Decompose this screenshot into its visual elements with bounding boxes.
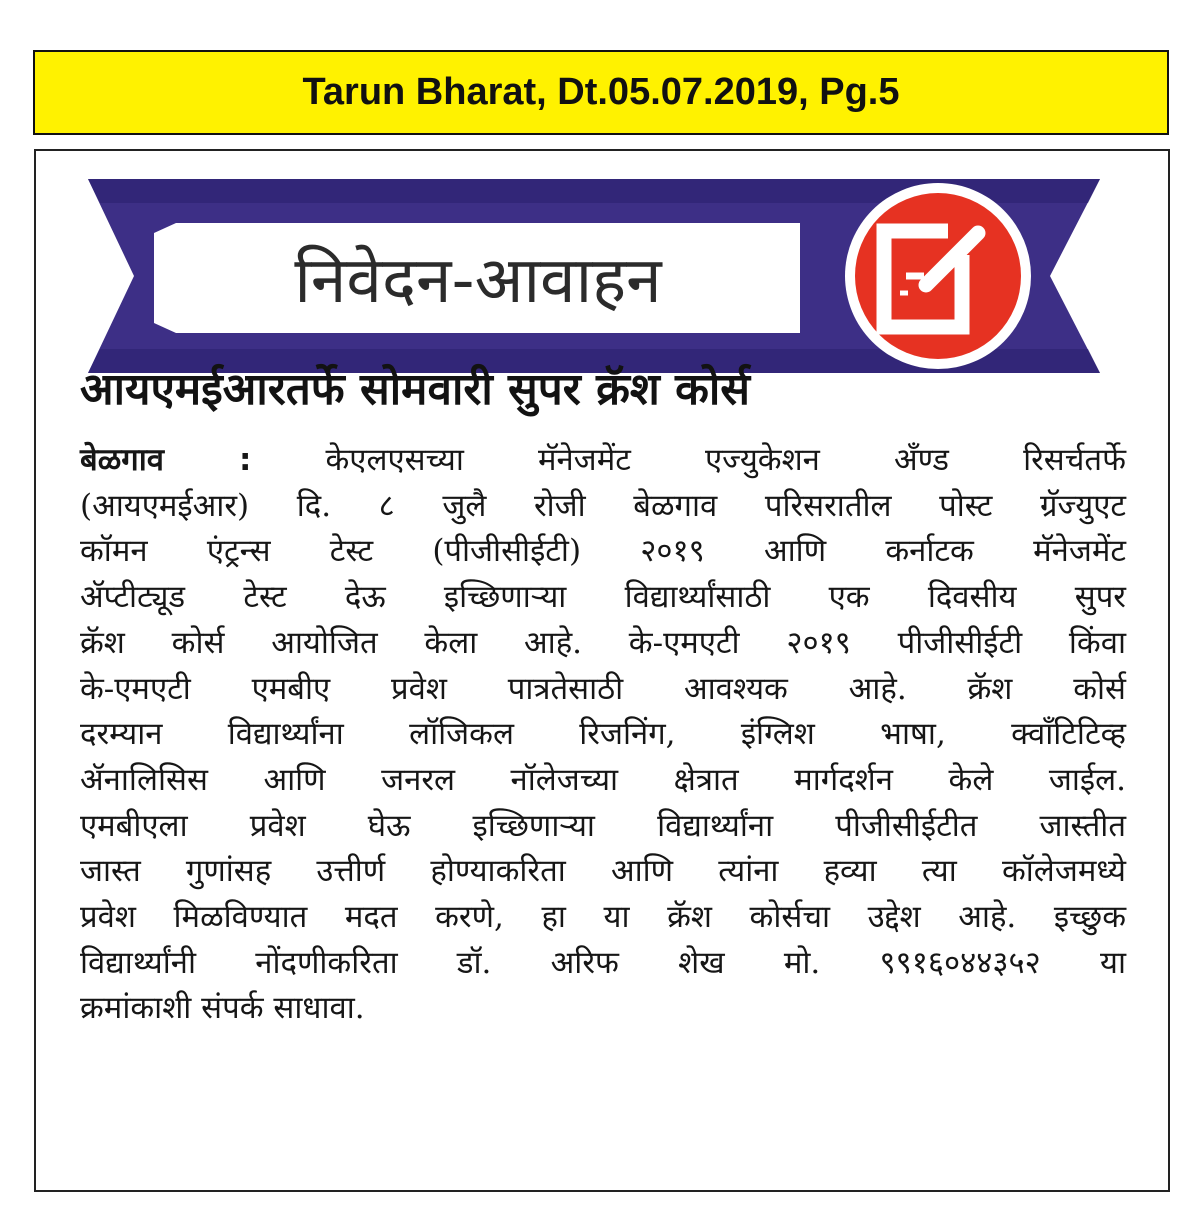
- body-line: दरम्यान विद्यार्थ्यांना लॉजिकल रिजनिंग, इंग्लिश भाषा, क्वॉंटिटिव्ह: [80, 716, 1126, 753]
- body-line: (आयएमईआर) दि. ८ जुलै रोजी बेळगाव परिसरातील पोस्ट ग्रॅज्युएट: [80, 487, 1126, 524]
- banner-title: निवेदन-आवाहन: [294, 244, 662, 318]
- article-headline: आयएमईआरतर्फे सोमवारी सुपर क्रॅश कोर्स: [80, 364, 751, 415]
- body-line: प्रवेश मिळविण्यात मदत करणे, हा या क्रॅश कोर्सचा उद्देश आहे. इच्छुक: [80, 899, 1126, 936]
- body-line: बेळगाव : केएलएसच्या मॅनेजमेंट एज्युकेशन अँण्ड रिसर्चतर्फे: [80, 442, 1126, 478]
- body-line: एमबीएला प्रवेश घेऊ इच्छिणाऱ्या विद्यार्थ्यांना पीजीसीईटीत जास्तीत: [80, 807, 1126, 844]
- citation-bar: [33, 50, 1169, 135]
- body-line: ॲनालिसिस आणि जनरल नॉलेजच्या क्षेत्रात मार्गदर्शन केले जाईल.: [80, 761, 1126, 798]
- article-body: [80, 438, 1126, 1032]
- body-line: क्रमांकाशी संपर्क साधावा.: [80, 990, 365, 1027]
- body-line: विद्यार्थ्यांनी नोंदणीकरिता डॉ. अरिफ शेख मो. ९९१६०४४३५२ या: [80, 944, 1126, 981]
- news-clipping: [34, 149, 1170, 1192]
- citation-text: Tarun Bharat, Dt.05.07.2019, Pg.5: [302, 71, 900, 113]
- body-line: ॲप्टीट्यूड टेस्ट देऊ इच्छिणाऱ्या विद्यार्थ्यांसाठी एक दिवसीय सुपर: [80, 579, 1126, 616]
- dateline: बेळगाव :: [80, 442, 252, 478]
- body-line: क्रॅश कोर्स आयोजित केला आहे. के-एमएटी २०१९ पीजीसीईटी किंवा: [80, 624, 1126, 661]
- body-line: जास्त गुणांसह उत्तीर्ण होण्याकरिता आणि त्यांना हव्या त्या कॉलेजमध्ये: [80, 853, 1126, 890]
- body-line: के-एमएटी एमबीए प्रवेश पात्रतेसाठी आवश्यक आहे. क्रॅश कोर्स: [80, 670, 1126, 707]
- edit-note-icon: [845, 183, 1031, 369]
- body-line: कॉमन एंट्रन्स टेस्ट (पीजीसीईटी) २०१९ आणि कर्नाटक मॅनेजमेंट: [80, 533, 1126, 570]
- section-banner: [88, 171, 1100, 381]
